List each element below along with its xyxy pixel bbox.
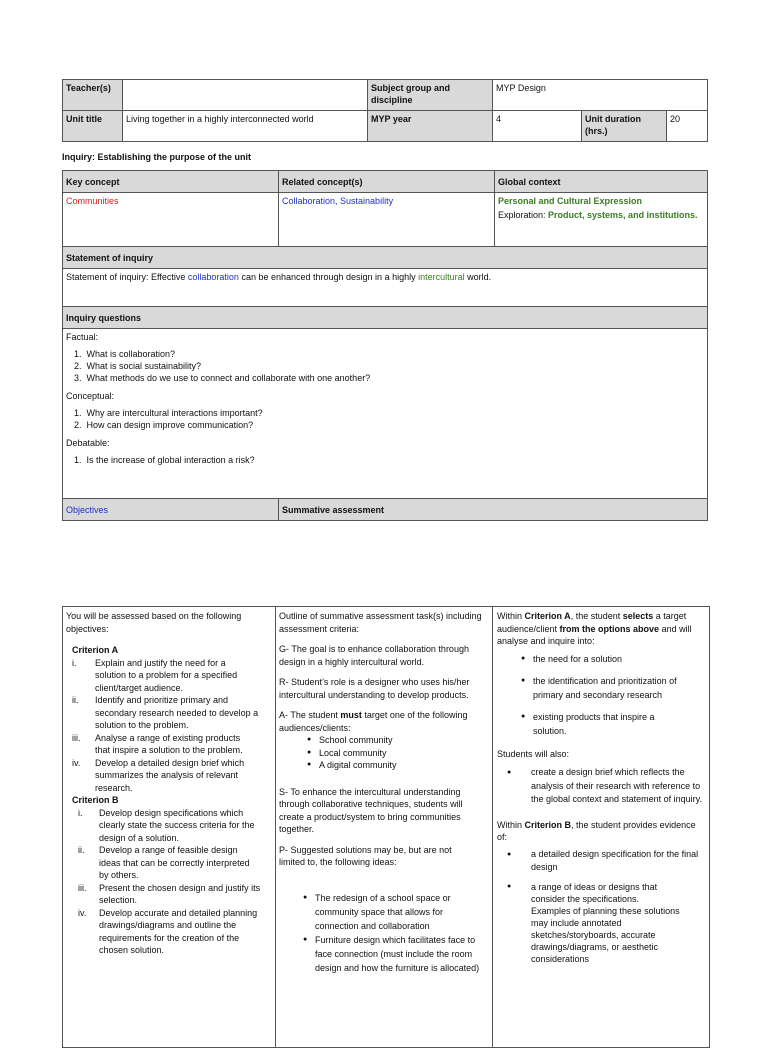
criteria-details-column <box>497 610 705 965</box>
debatable-question: Is the increase of global interaction a risk? <box>86 455 255 465</box>
task-audience: A- The student must target one of the following audiences/clients: <box>279 710 468 733</box>
factual-question: What is social sustainability? <box>86 361 202 371</box>
conceptual-label: Conceptual: <box>66 391 115 401</box>
idea-item: ● The redesign of a school space or community space that allows for connection and collaboration <box>301 891 488 933</box>
summative-label: Summative assessment <box>279 499 708 521</box>
key-concept-value: Communities <box>63 193 279 247</box>
task-product: P- Suggested solutions may be, but are not limited to, the following ideas: <box>279 844 452 867</box>
statement-text-mid: can be enhanced through design in a highly <box>238 272 419 282</box>
criterion-b-item: iv. Develop accurate and detailed planning drawings/diagrams and outline the requirements for the creation of the chosen solution. <box>78 907 258 955</box>
bullet-item: ● a detailed design specification for the final design <box>505 848 705 875</box>
unit-info-table <box>62 79 708 142</box>
inquiry-table <box>62 170 708 521</box>
conceptual-list: 1. Why are intercultural interactions important? 2. How can design improve communication? <box>74 408 263 430</box>
myp-year-value: 4 <box>493 111 582 142</box>
factual-list: 1. What is collaboration? 2. What is social sustainability? 3. What methods do we use to connect and collaborate with one another? <box>74 349 371 383</box>
ideas-list <box>279 891 488 975</box>
audience-item: ● A digital community <box>305 759 488 772</box>
criterion-b-heading: Criterion B <box>72 795 119 805</box>
teacher-value <box>123 80 368 111</box>
column-divider <box>492 607 493 1047</box>
column-divider <box>275 607 276 1047</box>
global-context-label: Global context <box>495 171 708 193</box>
factual-label: Factual: <box>66 332 99 342</box>
related-concept-label: Related concept(s) <box>279 171 495 193</box>
also-bullets <box>497 766 705 807</box>
bullet-item: ● existing products that inspire a solution. <box>519 710 705 738</box>
exploration-value: Product, systems, and institutions. <box>548 210 698 220</box>
statement-heading: Statement of inquiry <box>63 247 708 269</box>
objectives-column <box>66 610 271 957</box>
bullet-item: ● create a design brief which reflects the analysis of their research with reference to the global context and statement of inquiry. <box>505 766 705 807</box>
criterion-a-details: Within Criterion A, the student selects a target audience/client from the options above and will analyse and inquire into: <box>497 611 692 646</box>
questions-heading: Inquiry questions <box>63 307 708 329</box>
myp-year-label: MYP year <box>368 111 493 142</box>
unit-duration-value: 20 <box>667 111 708 142</box>
bullet-item: ● the need for a solution <box>519 652 705 666</box>
subject-value: MYP Design <box>493 80 708 111</box>
audience-list <box>279 734 488 772</box>
criterion-b-item: i. Develop design specifications which clearly state the success criteria for the design of a solution. <box>78 807 255 843</box>
summative-task-column <box>279 610 488 975</box>
criterion-b-item: iii. Present the chosen design and justify its selection. <box>78 882 261 905</box>
teacher-label: Teacher(s) <box>63 80 123 111</box>
exploration-prefix: Exploration: <box>498 210 549 220</box>
debatable-list: 1. Is the increase of global interaction a risk? <box>74 455 255 465</box>
subject-label: Subject group and discipline <box>368 80 493 111</box>
unit-duration-label: Unit duration (hrs.) <box>582 111 667 142</box>
criterion-a-item: i. Explain and justify the need for a solution to a problem for a specified client/target audience. <box>72 657 238 693</box>
global-context-value: Personal and Cultural Expression <box>498 196 643 206</box>
factual-question: What methods do we use to connect and collaborate with one another? <box>86 373 371 383</box>
statement-collaboration: collaboration <box>187 272 239 282</box>
task-goal: G- The goal is to enhance collaboration through design in a highly intercultural world. <box>279 644 469 667</box>
criterion-a-item: iv. Develop a detailed design brief which summarizes the analysis of relevant research. <box>72 757 245 793</box>
criterion-a-heading: Criterion A <box>72 645 119 655</box>
debatable-label: Debatable: <box>66 438 110 448</box>
inquiry-heading: Inquiry: Establishing the purpose of the unit <box>62 152 251 162</box>
key-concept-label: Key concept <box>63 171 279 193</box>
bullet-item: ● the identification and prioritization of primary and secondary research <box>519 674 705 702</box>
criterion-b-details: Within Criterion B, the student provides evidence of: <box>497 819 696 842</box>
statement-of-inquiry <box>63 269 708 307</box>
task-role: R- Student’s role is a designer who uses his/her intercultural understanding to develop products. <box>279 677 470 700</box>
conceptual-question: How can design improve communication? <box>86 420 254 430</box>
criterion-b-item: ii. Develop a range of feasible design ideas that can be correctly interpreted by others. <box>78 845 250 880</box>
criterion-a-item: iii. Analyse a range of existing products that inspire a solution to the problem. <box>72 732 243 755</box>
unit-title-value: Living together in a highly interconnected world <box>123 111 368 142</box>
factual-question: What is collaboration? <box>86 349 176 359</box>
criterion-a-item: ii. Identify and prioritize primary and secondary research needed to develop a solution to the problem. <box>72 695 259 730</box>
criterion-b-bullets <box>497 848 705 965</box>
students-also: Students will also: <box>497 748 570 759</box>
global-context-cell <box>495 193 708 247</box>
statement-text-end: world. <box>464 272 492 282</box>
audience-item: ● School community <box>305 734 488 747</box>
criterion-a-bullets <box>497 652 705 738</box>
task-intro: Outline of summative assessment task(s) including assessment criteria: <box>279 611 482 634</box>
statement-intercultural: intercultural <box>418 272 465 282</box>
conceptual-question: Why are intercultural interactions important? <box>86 408 263 418</box>
audience-item: ● Local community <box>305 747 488 760</box>
objectives-intro: You will be assessed based on the following objectives: <box>66 611 242 634</box>
inquiry-questions <box>63 329 708 499</box>
unit-title-label: Unit title <box>63 111 123 142</box>
statement-text: Statement of inquiry: Effective <box>66 272 188 282</box>
related-concept-value: Collaboration, Sustainability <box>279 193 495 247</box>
bullet-item: ● a range of ideas or designs that consider the specifications. Examples of planning these solutions may include annotated sketches/storyboards, accurate drawings/diagrams, or aesthetic considerations <box>505 881 705 965</box>
assessment-section <box>62 606 710 1048</box>
task-situation: S- To enhance the intercultural understanding through collaborative techniques, students will create a product/system to bring communities together. <box>279 786 463 834</box>
idea-item: ● Furniture design which facilitates face to face connection (must include the room design and how the furniture is allocated) <box>301 933 488 975</box>
objectives-label: Objectives <box>63 499 279 521</box>
